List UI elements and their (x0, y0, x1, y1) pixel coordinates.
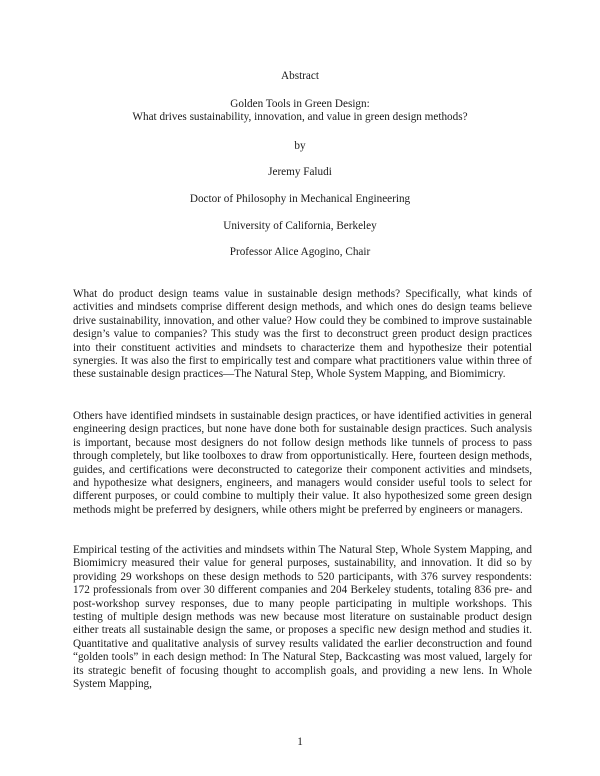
dissertation-title (0, 98, 600, 124)
degree-text: Doctor of Philosophy in Mechanical Engineering (189, 193, 411, 205)
university-line (0, 220, 600, 233)
by-text: by (294, 140, 306, 152)
chair-line (0, 246, 600, 259)
author-name (0, 166, 600, 179)
abstract-heading (0, 70, 600, 83)
page-number: 1 (297, 736, 303, 748)
title-line-2: What drives sustainability, innovation, and value in green design methods? (132, 111, 468, 123)
abstract-paragraph-3: Empirical testing of the activities and mindsets within The Natural Step, Whole System Mapping, and Biomimicry measured their value for general purposes, sustainability, and innovation. It did so by providing 29 workshops on these design methods to 520 participants, with 376 survey respondents: 172 professionals from over 30 different companies and 204 Berkeley students, totaling 836 pre- and post-workshop survey responses, due to many people participating in multiple workshops. This testing of multiple design methods was new because most literature on sustainable product design either treats all sustainable design the same, or proposes a specific new design method and studies it. Quantitative and qualitative analysis of survey results validated the earlier deconstruction and found “golden tools” in each design method: In The Natural Step, Backcasting was most valued, largely for its strategic benefit of focusing thought to accomplish goals, and providing a new lens. In Whole System Mapping, (73, 544, 532, 691)
abstract-paragraph-1: What do product design teams value in sustainable design methods? Specifically, what kinds of activities and mindsets comprise different design methods, and which ones do design teams believe drive sustainability, innovation, and other value? How could they be combined to improve sustainable design’s value to companies? This study was the first to deconstruct green product design practices into their constituent activities and mindsets to characterize them and hypothesize their potential synergies. It was also the first to empirically test and compare what practitioners value within three of these sustainable design practices—The Natural Step, Whole System Mapping, and Biomimicry. (73, 288, 532, 381)
university-text: University of California, Berkeley (223, 220, 377, 232)
title-line-1: Golden Tools in Green Design: (230, 98, 370, 110)
degree-line (0, 193, 600, 206)
abstract-heading-text: Abstract (281, 70, 319, 82)
abstract-paragraph-2: Others have identified mindsets in sustainable design practices, or have identified activities in general engineering design practices, but none have done both for sustainable design practices. Such analysis is important, because most designers do not follow design methods like tunnels of process to pass through completely, but like toolboxes to draw from opportunistically. Here, fourteen design methods, guides, and certifications were deconstructed to categorize their component activities and mindsets, and hypothesize what designers, engineers, and managers would consider useful tools to select for different purposes, or could combine to multiply their value. It also hypothesized some green design methods might be preferred by designers, while others might be preferred by engineers or managers. (73, 410, 532, 516)
author-text: Jeremy Faludi (268, 166, 332, 178)
by-line (0, 140, 600, 153)
chair-text: Professor Alice Agogino, Chair (229, 246, 371, 258)
